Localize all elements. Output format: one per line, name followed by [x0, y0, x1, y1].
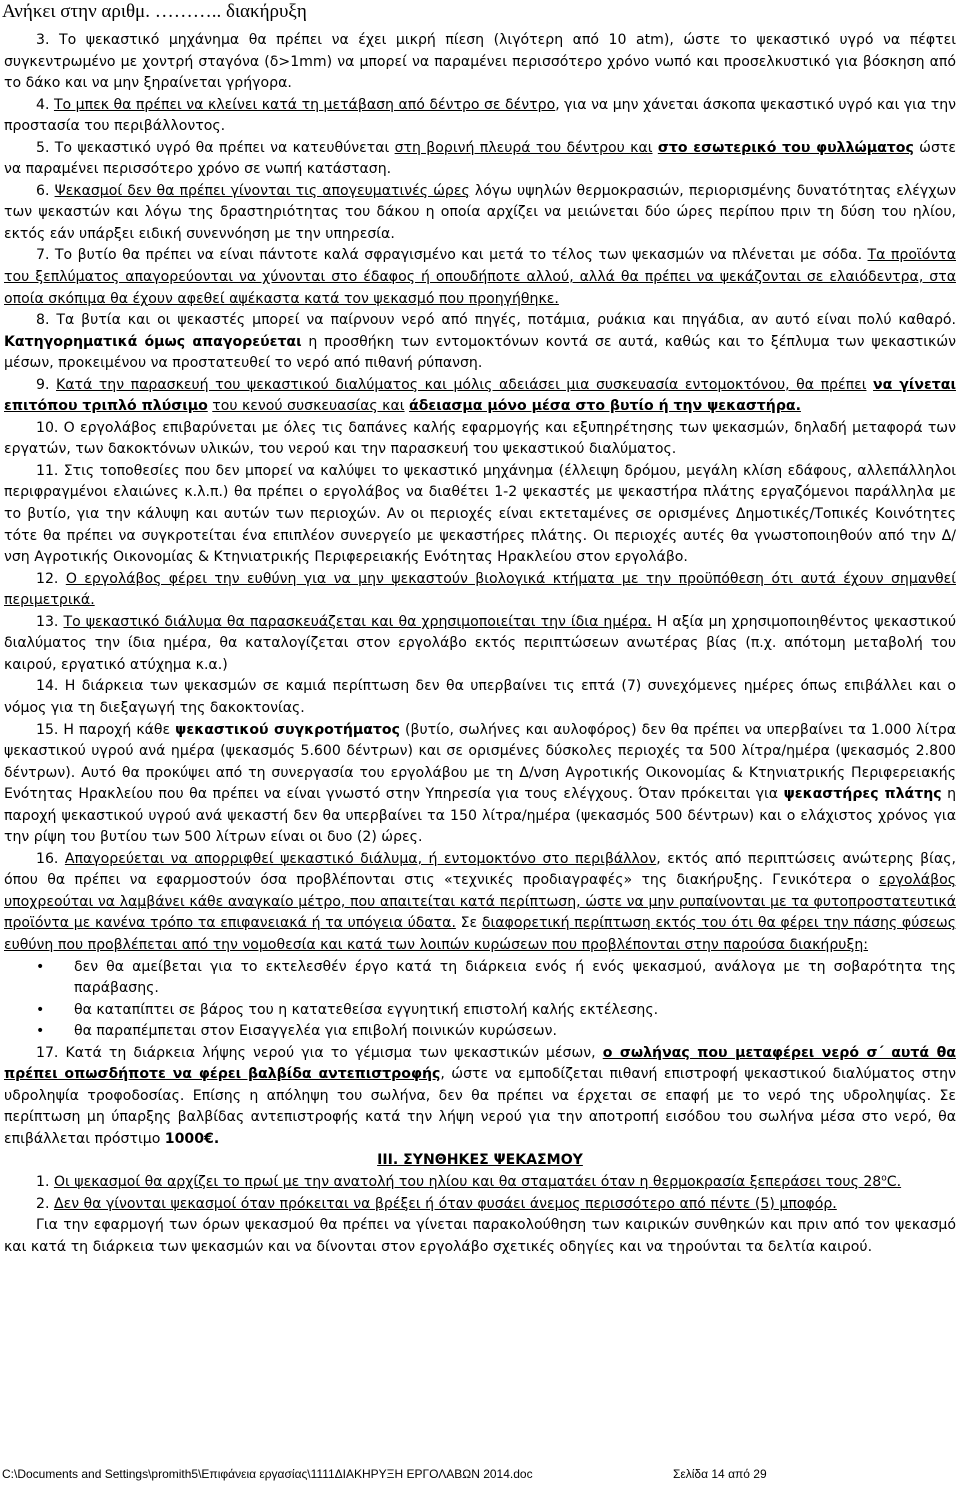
list-item: • θα παραπέμπεται στον Εισαγγελέα για επιβολή ποινικών κυρώσεων. [74, 1021, 956, 1043]
item-number: 13. [36, 613, 59, 630]
item-9 [4, 375, 956, 418]
bold-text: Κατηγορηματικά όμως απαγορεύεται [4, 333, 302, 350]
item-6 [4, 181, 956, 246]
item-11: 11. Στις τοποθεσίες που δεν μπορεί να καλύψει το ψεκαστικό μηχάνημα (έλλειψη δρόμου, μεγάλη κλίση εδάφους, αλλεπάλληλοι περιφραγμένοι ελαιώνες κ.λ.π.) θα πρέπει ο εργολάβος να διαθέτει 1-2 ψεκαστές με ψεκαστήρα πλάτης εργαζόμενοι παράλληλα με το βυτίο, για την κάλυψη και αυτών των περιοχών. Αν οι περιοχές είναι εκτεταμένες σε ορισμένες Δημοτικές/Τοπικές Κοινότητες τότε θα πρέπει να συγκροτείται ένα επιπλέον συνεργείο με ψεκαστήρες πλάτης. Οι περιοχές αυτές θα γνωστοποιηθούν από την Δ/νση Αγροτικής Οικονομίας & Κτηνιατρικής Περιφερειακής Ενότητας Ηρακλείου στον εργολάβο. [4, 462, 956, 566]
item-text: , για να μην χάνεται άσκοπα ψεκαστικό υγρό και για την προστασία του περιβάλλοντος. [4, 96, 956, 135]
bold-underlined-text: άδειασμα μόνο μέσα στο βυτίο ή την ψεκαστήρα. [409, 398, 801, 415]
bold-text: ψεκαστικού συγκροτήματος [175, 721, 400, 738]
section3-item-2 [4, 1194, 956, 1216]
bold-text: ψεκαστήρες πλάτης [783, 786, 942, 803]
file-path: C:\Documents and Settings\promith5\Επιφάνεια εργασίας\1111ΔΙΑΚΗΡΥΞΗ ΕΡΓΟΛΑΒΩΝ 2014.doc [2, 1467, 533, 1481]
item-text: , ώστε να εμποδίζεται πιθανή επιστροφή ψεκαστικού διαλύματος στην υδροληψία τροφοδοσίας. Επίσης η απόληψη του σωλήνα, δεν θα πρέπει να έρχεται σε επαφή με το νερό της υδροληψίας. Σε περίπτωση μη ύπαρξης βαλβίδας αντεπιστροφής κατά την λήψη νερού για την αποτροπή εισόδου του σωλήνα μέσα στο νερό, θα επιβάλλεται πρόστιμο [4, 1066, 956, 1147]
sanctions-list [4, 957, 956, 1043]
superscript: ο [881, 1173, 887, 1184]
item-text: λόγω υψηλών θερμοκρασιών, περιορισμένης δυνατότητας ελέγχων των ψεκαστών και λόγω της δραστηριότητας του δάκου η οποία αρχίζει να μειώνεται δύο ώρες περίπου πριν τη δύση του ηλίου, εκτός εάν υπάρξει ειδική συνεννόηση με την υπηρεσία. [4, 182, 957, 242]
item-text: 15. Η παροχή κάθε [36, 721, 171, 738]
item-text: (βυτίο, σωλήνες και αυλοφόρος) δεν θα πρέπει να υπερβαίνει τα 1.000 λίτρα ψεκαστικού υγρού ανά ημέρα (ψεκασμός 5.600 δέντρων) και σε ορισμένες δύσκολες περιοχές τα 500 λίτρα/ημέρα (ψεκασμός 2.800 δέντρων). Αυτό θα προκύψει από τη συνεργασία του εργολάβου με τη Δ/νση Αγροτικής Οικονομίας & Κτηνιατρικής Περιφερειακής Ενότητας Ηρακλείου που θα πρέπει να είναι γνωστό στην Υπηρεσία για τους ελέγχους. Όταν πρόκειται για [4, 721, 957, 803]
item-number: 1. [36, 1173, 50, 1190]
underlined-text-part: Οι ψεκασμοί θα αρχίζει το πρωί με την ανατολή του ηλίου και θα σταματάει όταν η θερμοκρασία ξεπεράσει τους 28 [53, 1173, 882, 1190]
item-text: 17. Κατά τη διάρκεια λήψης νερού για το γέμισμα των ψεκαστικών μέσων, [36, 1044, 596, 1061]
item-5 [4, 138, 956, 181]
item-text: 7. Το βυτίο θα πρέπει να είναι πάντοτε καλά σφραγισμένο και μετά το τέλος των ψεκασμών να πλένεται με σόδα. [36, 247, 863, 264]
item-text: Σε [460, 915, 478, 932]
underlined-text: Ψεκασμοί δεν θα πρέπει γίνονται τις απογευματινές ώρες [54, 182, 470, 199]
underlined-text: Τα προϊόντα του ξεπλύματος απαγορεύονται να χύνονται στο έδαφος ή οπουδήποτε αλλού, αλλά θα πρέπει να ψεκάζονται σε ελαιόδεντρα, στα οποία σκόπιμα θα έχουν αφεθεί αψέκαστα κατά τον ψεκασμό που προηγήθηκε. [4, 247, 956, 307]
page-header: Ανήκει στην αριθμ. ……….. διακήρυξη [2, 1, 307, 22]
item-13 [4, 612, 956, 677]
list-item: • θα καταπίπτει σε βάρος του η κατατεθείσα εγγυητική επιστολή καλής εκτέλεσης. [74, 1000, 956, 1022]
item-7 [4, 245, 956, 310]
item-3: 3. Το ψεκαστικό μηχάνημα θα πρέπει να έχει μικρή πίεση (λιγότερη από 10 atm), ώστε το ψεκαστικό υγρό να πέφτει συγκεντρωμένο με χοντρή σταγόνα (δ>1mm) να μπορεί να παραμένει περισσότερο χρόνο νωπό και προσελκυστικό για βόσκηση από το δάκο και να μην ξηραίνεται γρήγορα. [4, 32, 956, 92]
underlined-text: Το μπεκ θα πρέπει να κλείνει κατά τη μετάβαση από δέντρο σε δέντρο [53, 96, 556, 113]
item-number: 9. [36, 376, 50, 393]
item-14: 14. Η διάρκεια των ψεκασμών σε καμιά περίπτωση δεν θα υπερβαίνει τις επτά (7) συνεχόμενες ημέρες όπως επιβάλλει και ο νόμος για τη διεξαγωγή της δακοκτονίας. [4, 678, 956, 716]
item-number: 2. [36, 1195, 50, 1212]
list-item: • δεν θα αμείβεται για το εκτελεσθέν έργο κατά τη διάρκεια ενός ή ενός ψεκασμού, ανάλογα με τη σοβαρότητα της παράβασης. [74, 957, 956, 1000]
underlined-text: διαφορετική περίπτωση εκτός του ότι θα φέρει την πάσης φύσεως ευθύνη που προβλέπεται από την νομοθεσία και κατά των λοιπών κυρώσεων που προβλέπονται στην παρούσα διακήρυξη: [4, 915, 956, 953]
item-17 [4, 1043, 956, 1151]
underlined-text: Απαγορεύεται να απορριφθεί ψεκαστικό διάλυμα, ή εντομοκτόνο στο περιβάλλον [64, 850, 657, 867]
page-number: Σελίδα 14 από 29 [673, 1467, 767, 1481]
bold-underlined-text: να γίνεται επιτόπου τριπλό πλύσιμο [4, 376, 956, 415]
underlined-text: Κατά την παρασκευή του ψεκαστικού διαλύματος και μόλις αδειάσει μια συσκευασία εντομοκτόνου, θα πρέπει [55, 376, 867, 393]
item-text: η προσθήκη των εντομοκτόνων κοντά σε αυτά, καθώς και το ξέπλυμα των ψεκαστικών μέσων, προκειμένου να προστατευθεί το νερό από πιθανή ρύπανση. [4, 333, 957, 372]
underlined-text-end: C. [886, 1173, 902, 1190]
underlined-text: Το ψεκαστικό διάλυμα θα παρασκευάζεται και θα χρησιμοποιείται την ίδια ημέρα. [63, 613, 652, 630]
underlined-text: εργολάβος υποχρεούται να λαμβάνει κάθε αναγκαίο μέτρο, που απαιτείται κατά περίπτωση, ώστε να μην ρυπαίνονται με τα φυτοπροστατευτικά προϊόντα με κανένα τρόπο τα επιφανειακά ή τα υπόγεια ύδατα. [4, 872, 956, 932]
item-number: 6. [36, 182, 50, 199]
bold-underlined-text: ο σωλήνας που μεταφέρει νερό σ΄ αυτά θα πρέπει οπωσδήποτε να φέρει βαλβίδα αντεπιστροφής [4, 1044, 956, 1083]
item-text: 8. Τα βυτία και οι ψεκαστές μπορεί να παίρνουν νερό από πηγές, ποτάμια, ρυάκια και πηγάδια, αν αυτό είναι πολύ καθαρό. [36, 312, 956, 329]
item-12 [4, 569, 956, 612]
item-text: , εκτός από περιπτώσεις ανώτερης βίας, όπου θα πρέπει να εφαρμοστούν όσα προβλέπονται στις «τεχνικές προδιαγραφές» της διακήρυξης. Γενικότερα ο [4, 850, 956, 889]
document-body [4, 30, 956, 1258]
underlined-text: Ο εργολάβος φέρει την ευθύνη για να μην ψεκαστούν βιολογικά κτήματα με την προϋπόθεση ότι αυτά έχουν σημανθεί περιμετρικά. [4, 570, 956, 609]
item-8 [4, 310, 956, 375]
item-15 [4, 720, 956, 849]
underlined-text: στη βορινή πλευρά του δέντρου και [394, 139, 653, 156]
underlined-text: του κενού συσκευασίας και [212, 398, 405, 415]
underlined-text [54, 1174, 901, 1190]
item-text: 5. Το ψεκαστικό υγρό θα πρέπει να κατευθύνεται [36, 139, 390, 156]
item-text: ώστε να παραμένει περισσότερο χρόνο σε νωπή κατάσταση. [4, 139, 957, 178]
item-16 [4, 849, 956, 957]
section-heading: ΙΙΙ. ΣΥΝΘΗΚΕΣ ΨΕΚΑΣΜΟΥ [377, 1152, 583, 1169]
section3-paragraph: Για την εφαρμογή των όρων ψεκασμού θα πρέπει να γίνεται παρακολούθηση των καιρικών συνθηκών και πριν από τον ψεκασμό και κατά τη διάρκεια των ψεκασμών και να δίνονται στον εργολάβο σχετικές οδηγίες και να τηρούνται τα δελτία καιρού. [4, 1217, 956, 1255]
item-text: η παροχή ψεκαστικού υγρού ανά ψεκαστή δεν θα υπερβαίνει τα 150 λίτρα/ημέρα (ψεκασμός 500 δέντρων) και ο ελάχιστος χρόνος για την ρίψη του βυτίου των 500 λίτρων είναι οι δυο (2) ώρες. [4, 786, 957, 846]
item-text: Η αξία μη χρησιμοποιηθέντος ψεκαστικού διαλύματος την ίδια ημέρα, θα καταλογίζεται στον εργολάβο εκτός περιπτώσεων ανωτέρας βίας (π.χ. απότομη μεταβολή του καιρού, εργατικό ατύχημα κ.α.) [4, 613, 956, 673]
item-number: 16. [36, 850, 59, 867]
item-number: 12. [36, 570, 59, 587]
section3-item-1 [4, 1172, 956, 1194]
bold-underlined-text: στο εσωτερικό του φυλλώματος [657, 139, 914, 156]
bold-text: 1000€. [164, 1130, 220, 1147]
item-4 [4, 95, 956, 138]
item-10: 10. Ο εργολάβος επιβαρύνεται με όλες τις δαπάνες καλής εφαρμογής και εξυπηρέτησης των ψεκασμών, δηλαδή μεταφορά των εργατών, των δακοκτόνων υλικών, του νερού και την παρασκευή του ψεκαστικού διαλύματος. [4, 419, 956, 458]
item-number: 4. [36, 96, 50, 113]
underlined-text: Δεν θα γίνονται ψεκασμοί όταν πρόκειται να βρέξει ή όταν φυσάει άνεμος περισσότερο από πέντε (5) μποφόρ. [53, 1195, 837, 1212]
